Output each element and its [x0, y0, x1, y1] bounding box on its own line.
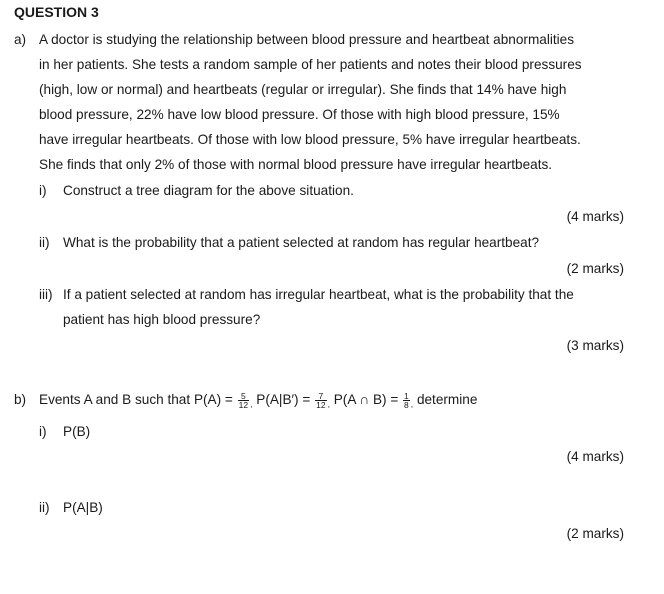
- prob-a-fraction: $\frac{5}{12}$: [238, 390, 249, 410]
- part-b-statement: Events A and B such that P(A) = $\frac{5}{12}$ $_,$ P(A|B′) = $\frac{7}{12}$ $_,$ P(A ∩ B) = $\frac{1}{8}$ $_,$ determine: [39, 390, 478, 410]
- part-b-label: b): [14, 392, 27, 407]
- part-a-label: a): [14, 32, 27, 47]
- part-b-intro: Events A and B such that: [39, 392, 191, 407]
- part-b-determine: determine: [416, 392, 478, 407]
- question-b-ii-text: P(A|B): [63, 500, 103, 515]
- prob-a-label: P(A) =: [193, 392, 233, 407]
- question-a-iii-text-line-2: patient has high blood pressure?: [63, 312, 261, 327]
- question-b-ii-number: ii): [39, 500, 50, 515]
- question-b-i-text: P(B): [63, 424, 91, 439]
- prob-a-and-b-fraction: $\frac{1}{8}$: [404, 390, 409, 410]
- question-b-i-number: i): [39, 424, 47, 439]
- question-b-i-marks: (4 marks): [566, 449, 624, 464]
- part-a-line-3: (high, low or normal) and heartbeats (regular or irregular). She finds that 14% have high: [39, 82, 567, 97]
- part-a-line-1: A doctor is studying the relationship between blood pressure and heartbeat abnormalities: [39, 32, 575, 47]
- question-a-ii-number: ii): [39, 235, 50, 250]
- question-a-i-text: Construct a tree diagram for the above situation.: [63, 183, 354, 198]
- part-a-line-5: have irregular heartbeats. Of those with low blood pressure, 5% have irregular heartbeats.: [39, 132, 581, 147]
- part-a-line-6: She finds that only 2% of those with normal blood pressure have irregular heartbeats.: [39, 157, 553, 172]
- part-a-line-2: in her patients. She tests a random sample of her patients and notes their blood pressures: [39, 57, 582, 72]
- question-b-ii-marks: (2 marks): [566, 526, 624, 541]
- question-a-i-number: i): [39, 183, 47, 198]
- question-a-ii-text: What is the probability that a patient selected at random has regular heartbeat?: [63, 235, 540, 250]
- prob-a-given-bc-label: P(A|B′) =: [256, 392, 311, 407]
- question-a-iii-marks: (3 marks): [566, 338, 624, 353]
- prob-a-given-bc-fraction: $\frac{7}{12}$: [316, 390, 326, 410]
- question-a-i-marks: (4 marks): [566, 209, 624, 224]
- question-a-ii-marks: (2 marks): [566, 261, 624, 276]
- part-a-line-4: blood pressure, 22% have low blood pressure. Of those with high blood pressure, 15%: [39, 107, 560, 122]
- question-a-iii-number: iii): [39, 287, 53, 302]
- question-title: QUESTION 3: [14, 4, 99, 20]
- prob-a-and-b-label: P(A ∩ B) =: [333, 392, 399, 407]
- question-a-iii-text-line-1: If a patient selected at random has irregular heartbeat, what is the probability that the: [63, 287, 574, 302]
